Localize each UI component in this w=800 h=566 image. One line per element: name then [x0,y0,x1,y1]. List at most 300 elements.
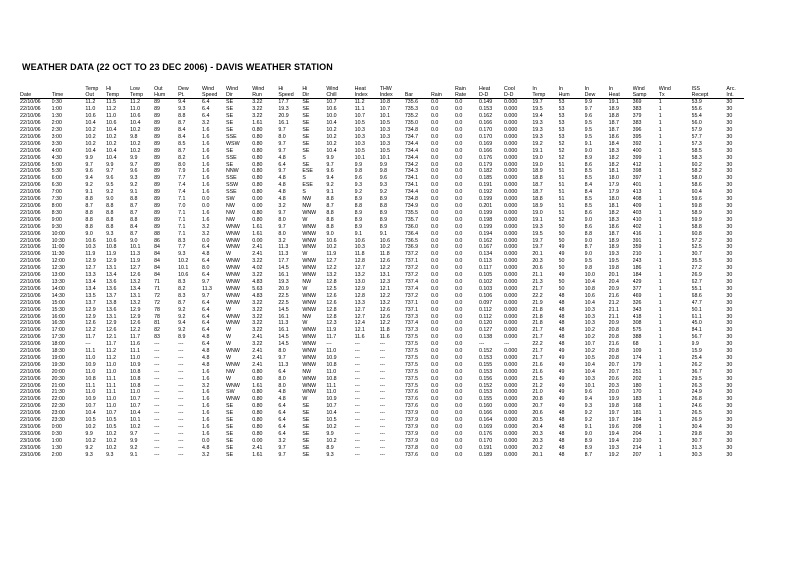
table-cell: WNW [226,396,240,403]
table-cell: 1 [658,272,662,279]
table-cell: WNW [226,292,240,299]
table-cell: 10.3 [584,313,595,320]
table-cell: 9.7 [584,106,593,113]
table-cell: 21.6 [608,341,619,348]
column-header-top: In [584,86,590,92]
table-cell: SE [302,140,310,147]
table-cell: 60.4 [691,189,702,196]
table-cell: 9.9 [106,161,114,168]
table-cell: 9.1 [130,451,138,458]
table-cell: 18.9 [608,244,619,251]
table-cell: 11.0 [106,403,117,410]
table-cell: 9.4 [178,99,186,106]
table-cell: 4.8 [202,348,210,355]
table-cell: 10.3 [379,133,391,140]
table-cell: 10.3 [584,306,595,313]
table-cell: S [302,189,306,196]
table-cell: WNW [302,306,317,313]
table-cell: 2.41 [252,244,263,251]
table-cell: 89 [154,189,160,196]
table-cell: --- [354,361,360,368]
table-cell: --- [379,451,386,458]
table-cell: 30 [726,341,733,348]
table-cell: --- [178,417,184,424]
table-cell: 23/10/06 [20,451,41,458]
table-cell: 11.0 [326,368,337,375]
table-cell: 1 [658,320,662,327]
table-cell: 18.8 [532,175,543,182]
table-cell: 9.3 [584,403,593,410]
table-cell: 11.5 [106,99,117,106]
table-cell: 30 [726,203,733,209]
table-cell: 18.4 [608,140,619,147]
table-cell: 3.2 [202,451,210,458]
table-cell: 734.8 [404,196,419,203]
table-cell: 8.6 [584,161,593,168]
table-cell: 10.5 [326,417,337,424]
table-cell: 0.0 [454,113,463,120]
table-cell: 26.8 [691,396,702,403]
table-row [20,383,744,390]
table-cell: 8.4 [178,127,186,134]
table-row [20,300,744,307]
table-cell: 22/10/06 [20,175,41,182]
table-cell: 19.2 [608,451,619,458]
table-cell: 0.113 [478,258,492,265]
table-cell: 10.3 [584,375,595,382]
table-cell: 10.0 [584,272,595,279]
table-cell: 0.00 [252,196,263,203]
table-cell: 1 [658,265,662,272]
table-cell: 0:30 [51,430,62,437]
table-cell: 1 [658,299,662,306]
table-cell: 57.7 [691,133,702,140]
table-cell: 22/10/06 [20,410,41,417]
table-cell: 30 [726,258,733,265]
table-cell: 1.6 [202,182,210,189]
table-cell: 9.6 [354,175,363,182]
table-cell: 89 [154,127,160,134]
table-cell: 13:30 [51,278,65,285]
table-cell: 1.61 [252,223,263,230]
table-cell: 12.6 [130,272,141,279]
table-cell: 2:00 [51,451,62,458]
table-cell: 50 [558,230,565,237]
table-cell: 53 [558,133,565,140]
table-cell: 11.9 [326,251,337,258]
table-cell: 3.2 [278,237,286,244]
table-cell: NW [302,203,312,209]
table-cell: 575 [632,327,642,334]
table-cell: SE [302,127,310,134]
table-cell: 7.1 [178,196,186,203]
table-cell: SE [226,161,234,168]
table-cell: --- [154,417,160,424]
table-cell: 9.2 [584,417,593,424]
table-cell: 10.8 [584,285,595,292]
table-cell: 8.7 [130,209,138,216]
table-cell: 8.0 [278,230,286,237]
table-cell: 0.000 [504,237,518,244]
table-cell: --- [178,444,184,451]
table-cell: 11.8 [354,251,365,258]
table-cell: 0.00 [252,437,263,444]
table-cell: 10.6 [354,237,365,244]
column-header: Speed [202,92,226,99]
table-row [20,279,744,286]
table-cell: 1 [658,161,662,168]
table-cell: 30 [726,361,733,368]
table-row [20,238,744,245]
table-cell: 20.7 [608,368,619,375]
table-cell: 6.4 [202,272,210,279]
table-cell: 89 [154,223,160,230]
table-cell: 6.4 [278,403,286,410]
table-cell: 58.0 [691,175,702,182]
table-cell: 9.2 [178,313,186,320]
table-cell: 8.8 [130,196,138,203]
table-cell: 9.3 [106,230,114,237]
table-cell: 20.6 [532,265,543,272]
table-cell: 388 [632,334,642,341]
table-cell: 2.41 [252,348,263,355]
table-cell: 30 [726,354,733,361]
table-cell: 0.80 [252,209,263,216]
table-cell: 0.0 [430,313,439,320]
table-cell: 10.3 [354,244,365,251]
table-cell: 11.1 [106,382,117,389]
table-cell: 12.7 [354,306,365,313]
table-cell: 10.3 [379,127,391,134]
table-cell: 52 [558,216,565,223]
table-cell: 0.0 [454,327,463,334]
table-cell: 22/10/06 [20,120,41,127]
table-cell: 82 [154,327,160,334]
table-cell: 1 [658,368,662,375]
table-cell: 18.0 [608,175,619,182]
table-cell: 20:30 [51,375,65,382]
table-cell: 0.198 [478,216,493,223]
table-cell: 1.6 [202,147,210,154]
table-cell: 0.0 [454,140,463,147]
table-cell: 737.5 [404,354,419,361]
table-cell: 61.1 [691,313,702,320]
table-cell: --- [379,403,386,410]
table-cell: 9.1 [354,230,363,237]
table-cell: 410 [632,216,642,223]
table-cell: 0.0 [454,258,463,265]
table-cell: 19.4 [608,437,619,444]
table-cell: 0.0 [430,182,439,189]
table-cell: W [226,306,232,313]
table-cell: --- [478,341,485,348]
table-cell: 23/10/06 [20,430,41,437]
table-cell: 1 [658,424,662,430]
table-cell: 12.1 [379,285,391,292]
table-cell: 0.0 [430,272,439,279]
table-cell: 12.6 [85,320,96,327]
table-cell: 4.8 [278,189,286,196]
table-cell: 9.9 [354,161,363,168]
table-cell: --- [154,382,160,389]
table-cell: 0.000 [504,120,518,127]
table-cell: 8.6 [584,223,593,230]
table-cell: 10.5 [106,424,117,430]
table-cell: 1.61 [252,451,263,458]
page-title: WEATHER DATA (22 OCT TO 23 DEC 2006) - DAVIS WEATHER STATION [22,62,333,72]
table-cell: 13.7 [85,299,96,306]
table-cell: 4.8 [278,154,286,161]
table-cell: S [302,154,306,161]
table-cell: 89 [154,168,160,175]
table-cell: 0.000 [504,196,518,203]
table-cell: 22/10/06 [20,265,41,272]
table-row [20,196,744,203]
table-cell: 0.80 [252,140,263,147]
table-cell: 10:00 [51,230,65,237]
table-cell: 89 [154,106,160,113]
table-cell: 89 [154,161,160,168]
table-row [20,341,744,348]
table-cell: 3.2 [202,223,210,230]
table-cell: 12.8 [326,313,337,320]
table-cell: 8.7 [326,203,334,209]
table-cell: --- [379,361,386,368]
table-cell: 0.000 [504,396,518,403]
table-cell: 23:30 [51,417,65,424]
table-cell: 734.4 [404,189,419,196]
table-cell: 1.6 [202,375,210,382]
table-cell: 4.8 [202,361,210,368]
table-cell: 8.3 [178,237,186,244]
column-header-top: In [532,86,537,92]
table-cell: --- [154,444,160,451]
table-cell: 8.9 [178,334,186,341]
table-cell: 0.000 [504,424,518,430]
table-cell: 12.6 [130,320,141,327]
table-cell: --- [379,354,386,361]
table-cell: 737.2 [404,272,419,279]
table-cell: 29.5 [691,375,702,382]
table-cell: 0.000 [504,106,518,113]
table-cell: 20.9 [608,285,619,292]
table-cell: 0.0 [430,154,439,161]
table-cell: ESE [302,168,313,175]
table-cell: 1 [658,251,662,258]
table-row [20,334,744,341]
table-cell: 12.2 [130,327,141,334]
table-cell: 10.2 [85,140,96,147]
table-cell: 30 [726,327,733,334]
table-cell: SW [226,196,235,203]
table-row [20,445,744,452]
column-header-top: ISS [691,86,701,92]
table-cell: 19.3 [532,120,543,127]
column-header: Chill [326,92,354,99]
table-cell: 8.8 [106,223,114,230]
table-cell: 1 [658,106,662,113]
table-cell: 0.80 [252,168,263,175]
table-cell: 30 [726,168,733,175]
table-cell: 10.8 [130,375,141,382]
table-cell: 48 [558,313,565,320]
table-cell: 0.000 [504,306,518,313]
table-cell: 1 [658,237,662,244]
table-cell: 10.3 [354,133,365,140]
table-cell: 4.8 [202,444,210,451]
table-cell: 10.5 [379,147,391,154]
table-cell: 400 [632,147,642,154]
table-cell: 1.6 [202,216,210,223]
table-cell: 1 [658,140,662,147]
table-cell: 10.9 [85,396,96,403]
table-cell: 89 [154,196,160,203]
table-cell: 10.2 [85,127,96,134]
table-cell: 0.80 [252,133,263,140]
table-cell: 10.4 [85,120,96,127]
table-cell: 20.8 [608,348,619,355]
table-cell: 10.7 [130,396,141,403]
table-cell: 3.22 [252,341,263,348]
table-cell: 0.199 [478,223,493,230]
table-cell: 0.0 [430,430,439,437]
table-cell: 737.8 [404,444,419,451]
table-cell: 0.000 [504,299,518,306]
table-cell: 0.170 [478,127,493,134]
table-cell: 9.3 [178,106,186,113]
table-cell: 0.0 [430,196,439,203]
table-cell: 8.7 [584,244,593,251]
table-cell: 0.000 [504,216,518,223]
table-cell: --- [178,437,184,444]
table-cell: 8.4 [584,182,593,189]
table-cell: NW [302,368,312,375]
table-cell: 0.000 [504,451,518,458]
table-cell: 9.1 [584,424,593,430]
table-cell: SSE [226,175,237,182]
table-cell: 12.7 [354,313,365,320]
table-cell: 19.7 [532,237,543,244]
table-cell: --- [154,403,160,410]
table-cell: 19.3 [278,278,289,285]
table-cell: 30 [726,272,733,279]
table-cell: 13.1 [106,265,117,272]
table-cell: 20.0 [608,389,619,396]
table-cell: 11.0 [130,389,141,396]
table-cell: 0.0 [430,258,439,265]
table-cell: 22/10/06 [20,106,41,113]
table-cell: 13.3 [354,299,365,306]
table-cell: 22/10/06 [20,161,41,168]
table-cell: 10.2 [326,437,337,444]
table-cell: 10.2 [85,133,96,140]
table-cell: 30 [726,127,733,134]
table-cell: SSE [226,154,237,161]
table-cell: 737.1 [404,299,419,306]
table-cell: 1 [658,113,662,120]
table-cell: SSW [226,182,239,189]
table-cell: 48 [558,417,565,424]
table-cell: 10.7 [106,410,117,417]
table-cell: SE [302,451,310,458]
table-cell: 11.1 [326,382,337,389]
table-cell: 12.6 [326,292,337,299]
table-cell: SE [226,147,234,154]
table-cell: 9.5 [584,258,593,265]
table-cell: 109 [632,348,642,355]
table-cell: WNW [302,375,317,382]
table-cell: 6.4 [202,306,210,313]
table-cell: 11.2 [354,99,365,106]
table-cell: 30 [726,313,733,320]
table-cell: 9.7 [278,223,286,230]
table-cell: 3.2 [202,120,210,127]
table-cell: 2:00 [51,120,62,127]
table-cell: 0.000 [504,292,518,299]
table-cell: 84 [154,265,160,272]
table-cell: 21.2 [532,382,543,389]
table-cell: 1.6 [202,417,210,424]
table-cell: 0.000 [504,437,518,444]
table-cell: 48 [558,306,565,313]
table-cell: 12.9 [106,320,117,327]
table-cell: 30 [726,209,733,216]
column-header: Bar [405,92,431,99]
table-cell: WNW [302,209,317,216]
table-cell: 7.4 [178,182,186,189]
table-cell: 13.5 [85,292,96,299]
table-cell: 9.2 [178,306,186,313]
table-cell: 9.5 [584,120,593,127]
table-cell: 26.3 [691,382,702,389]
table-cell: 734.7 [404,133,419,140]
table-cell: 50 [558,237,565,244]
table-cell: 11.0 [85,389,96,396]
table-cell: 0.0 [430,306,439,313]
table-cell: 30 [726,120,733,127]
table-cell: 58.3 [691,154,702,161]
table-cell: 30 [726,154,733,161]
table-cell: 8.8 [354,203,363,209]
table-cell: --- [379,410,386,417]
table-cell: 19:00 [51,354,65,361]
table-cell: 22/10/06 [20,382,41,389]
table-cell: 18.3 [608,147,619,154]
table-cell: 19.2 [532,140,543,147]
table-cell: 9.0 [584,430,593,437]
table-cell: SE [302,133,310,140]
table-cell: --- [379,389,386,396]
column-header: Temp [532,92,558,99]
table-cell: 0.0 [430,168,439,175]
table-cell: 0.199 [478,209,493,216]
table-cell: 30 [726,410,733,417]
table-cell: 10.4 [326,120,337,127]
table-cell: SE [226,430,234,437]
table-cell: 0.0 [454,451,463,458]
table-row [20,217,744,224]
table-cell: 21.6 [532,361,543,368]
table-cell: 8.2 [178,154,186,161]
table-cell: 7.7 [178,175,186,182]
table-cell: 20:00 [51,368,65,375]
table-cell: 59.9 [691,216,702,223]
table-cell: 10.2 [326,424,337,430]
table-cell: 0.00 [252,237,263,244]
table-cell: 0.0 [454,348,463,355]
table-cell: 53 [558,120,565,127]
table-cell: 184 [632,417,642,424]
